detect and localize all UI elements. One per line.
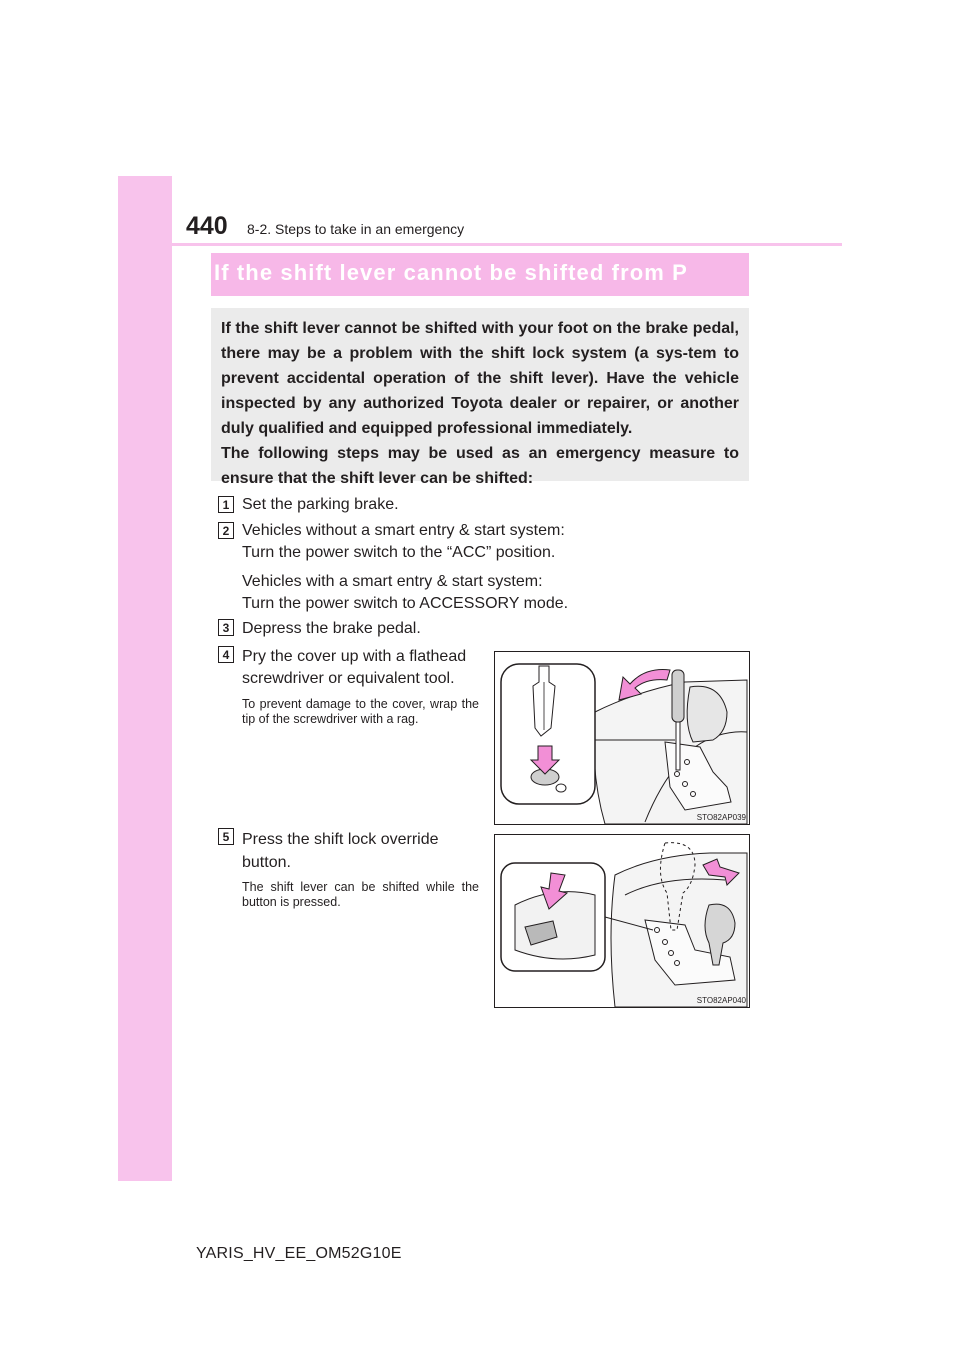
step-number-2: 2 xyxy=(218,522,234,539)
step-2-line-1: Vehicles without a smart entry & start system: xyxy=(242,522,565,539)
step-2-line-2: Turn the power switch to the “ACC” position. xyxy=(242,544,556,561)
intro-paragraph-2: The following steps may be used as an emergency measure to ensure that the shift lever can be shifted: xyxy=(221,445,739,487)
step-5-line-1: Press the shift lock override xyxy=(242,831,439,848)
page-heading: If the shift lever cannot be shifted from P xyxy=(214,260,688,285)
step-3-text: Depress the brake pedal. xyxy=(242,620,421,637)
section-title: 8-2. Steps to take in an emergency xyxy=(247,221,465,237)
screwdriver-illustration xyxy=(495,652,749,824)
figure-1-code: STO82AP039 xyxy=(696,813,746,822)
step-number-1: 1 xyxy=(218,496,234,513)
step-number-4: 4 xyxy=(218,646,234,663)
step-4-line-1: Pry the cover up with a flathead xyxy=(242,648,467,665)
step-1-text: Set the parking brake. xyxy=(242,496,399,513)
figure-shift-cover xyxy=(494,651,750,825)
step-number-3: 3 xyxy=(218,619,234,636)
step-5-line-2: button. xyxy=(242,854,291,871)
figure-shift-lock-override xyxy=(494,834,750,1008)
intro-paragraph-1: If the shift lever cannot be shifted with your foot on the brake pedal, there may be a problem with the shift lock system (a sys-tem to prevent accidental operation of the shift lever). Have the vehicle inspected by any authorized Toyota dealer or repairer, or another duly qualified and equipped professional immediately. xyxy=(221,320,739,437)
document-code-footer: YARIS_HV_EE_OM52G10E xyxy=(196,1245,402,1262)
step-4-note: To prevent damage to the cover, wrap the tip of the screwdriver with a rag. xyxy=(242,697,479,726)
step-2-extra-line-1: Vehicles with a smart entry & start system: xyxy=(242,573,543,590)
override-button-illustration xyxy=(495,835,749,1007)
figure-2-code: STO82AP040 xyxy=(696,996,746,1005)
step-number-5: 5 xyxy=(218,828,234,845)
step-4-line-2: screwdriver or equivalent tool. xyxy=(242,670,455,687)
header-rule xyxy=(172,243,842,246)
page-number: 440 xyxy=(186,212,228,240)
intro-box xyxy=(211,308,749,487)
step-2-extra-line-2: Turn the power switch to ACCESSORY mode. xyxy=(242,595,569,612)
chapter-tab-strip xyxy=(118,176,172,1181)
step-5-note: The shift lever can be shifted while the button is pressed. xyxy=(242,880,479,909)
